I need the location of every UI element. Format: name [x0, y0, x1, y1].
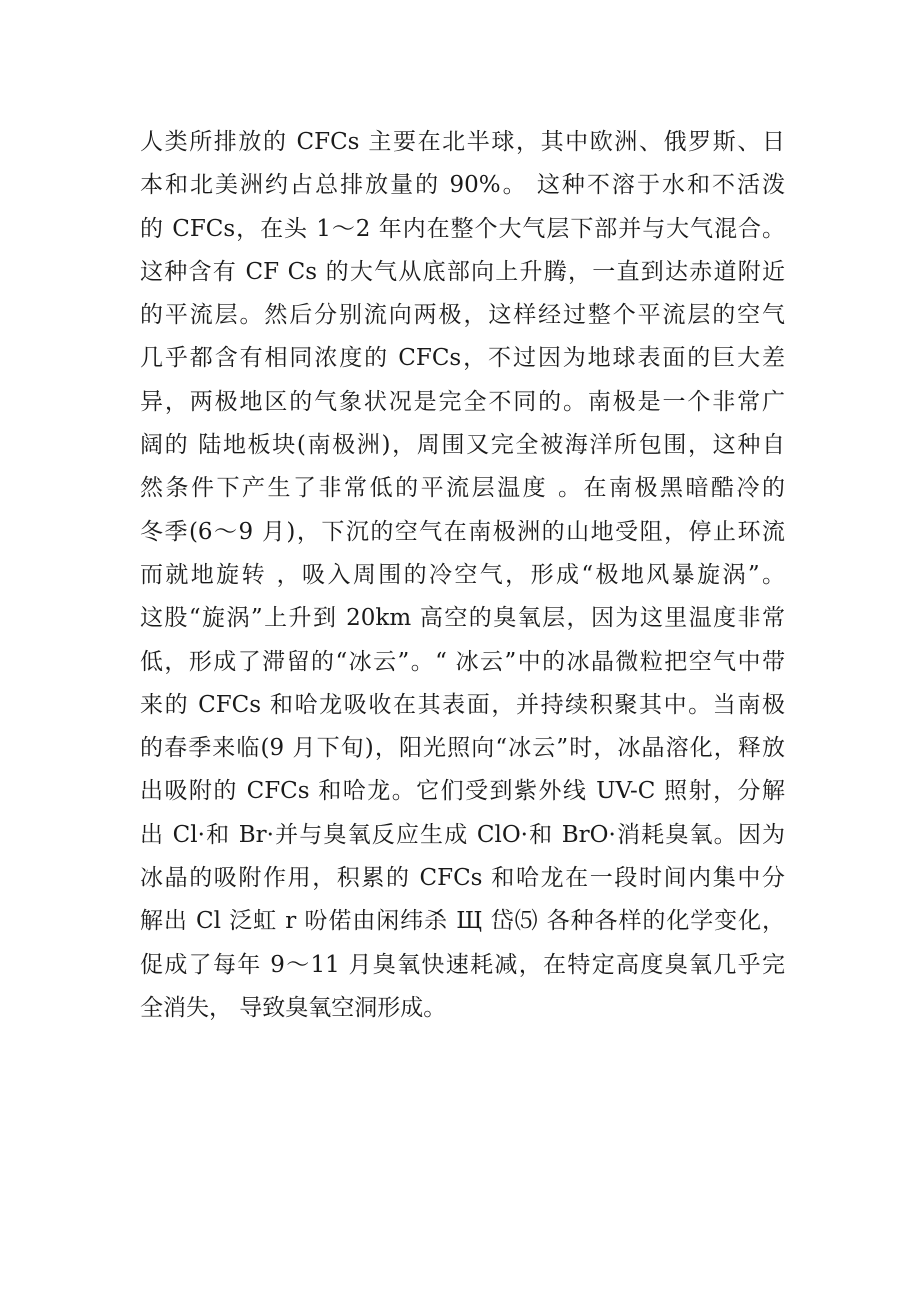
body-paragraph — [140, 121, 785, 1030]
text-line: 而就地旋转 ，吸入周围的冷空气，形成“极地风暴旋涡”。 — [140, 561, 785, 588]
text-line: 的春季来临(9 月下旬)，阳光照向“冰云”时，冰晶溶化，释放 — [140, 735, 785, 762]
text-line: 促成了每年 9～11 月臭氧快速耗减，在特定高度臭氧几乎完 — [140, 951, 785, 978]
text-line: 本和北美洲约占总排放量的 90%。 这种不溶于水和不活泼 — [140, 172, 785, 199]
text-line-last: 全消失， 导致臭氧空洞形成。 — [140, 994, 447, 1021]
text-line: 来的 CFCs 和哈龙吸收在其表面，并持续积聚其中。当南极 — [140, 691, 785, 718]
text-line: 然条件下产生了非常低的平流层温度 。在南极黑暗酷冷的 — [140, 475, 785, 502]
text-line: 阔的 陆地板块(南极洲)，周围又完全被海洋所包围，这种自 — [140, 432, 785, 459]
text-line: 冰晶的吸附作用，积累的 CFCs 和哈龙在一段时间内集中分 — [140, 865, 785, 892]
text-line: 几乎都含有相同浓度的 CFCs，不过因为地球表面的巨大差 — [140, 345, 785, 372]
text-line: 的 CFCs，在头 1～2 年内在整个大气层下部并与大气混合。 — [140, 215, 785, 242]
text-line: 出 Cl·和 Br·并与臭氧反应生成 ClO·和 BrO·消耗臭氧。因为 — [140, 821, 785, 848]
text-line: 这种含有 CF Cs 的大气从底部向上升腾，一直到达赤道附近 — [140, 258, 785, 285]
text-line: 解出 Cl 泛虹 r 吩偌由闲纬杀 Щ 岱⑸ 各种各样的化学变化， — [140, 908, 785, 935]
text-line: 这股“旋涡”上升到 20km 高空的臭氧层，因为这里温度非常 — [140, 605, 785, 632]
text-line: 出吸附的 CFCs 和哈龙。它们受到紫外线 UV-C 照射，分解 — [140, 778, 785, 805]
text-line: 异，两极地区的气象状况是完全不同的。南极是一个非常广 — [140, 388, 785, 415]
text-line: 的平流层。然后分别流向两极，这样经过整个平流层的空气 — [140, 302, 785, 329]
text-line: 人类所排放的 CFCs 主要在北半球，其中欧洲、俄罗斯、日 — [140, 129, 785, 155]
text-line: 冬季(6～9 月)，下沉的空气在南极洲的山地受阻，停止环流 — [140, 518, 785, 545]
text-line: 低，形成了滞留的“冰云”。“ 冰云”中的冰晶微粒把空气中带 — [140, 648, 785, 675]
